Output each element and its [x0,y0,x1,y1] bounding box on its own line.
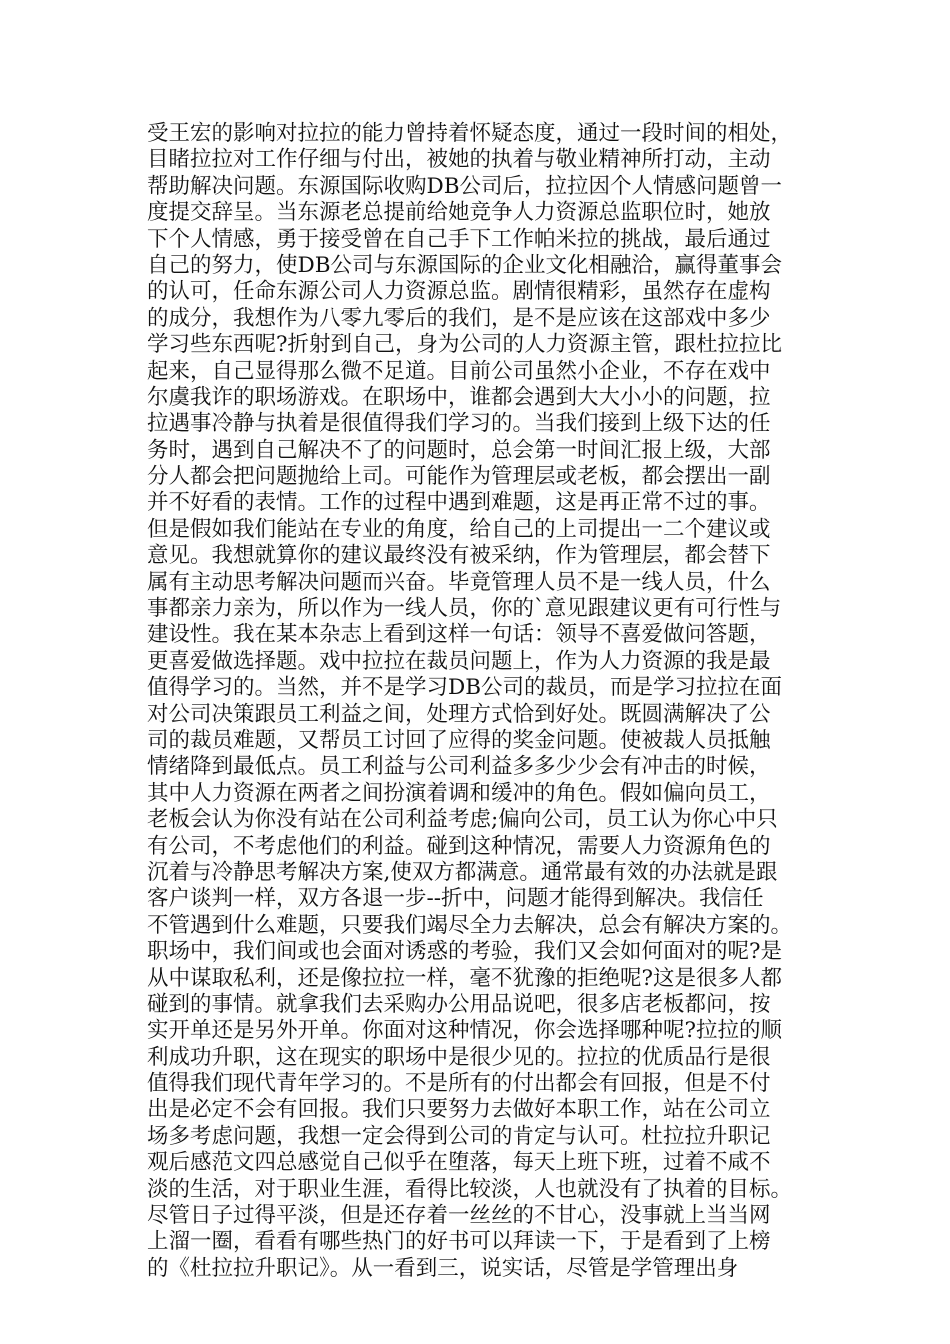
text-line: 建设性。我在某本杂志上看到这样一句话：领导不喜爱做问答题， [147,622,771,648]
text-line: 值得我们现代青年学习的。不是所有的付出都会有回报，但是不付 [147,1071,771,1097]
text-line: 的成分，我想作为八零九零后的我们，是不是应该在这部戏中多少 [147,305,771,331]
text-line: 观后感范文四总感觉自己似乎在堕落，每天上班下班，过着不咸不 [147,1150,771,1176]
text-line: 尽管日子过得平淡，但是还存着一丝丝的不甘心，没事就上当当网 [147,1203,771,1229]
text-line: 淡的生活，对于职业生涯，看得比较淡，人也就没有了执着的目标。 [147,1176,793,1202]
text-line: 碰到的事情。就拿我们去采购办公用品说吧，很多店老板都问，按 [147,991,771,1017]
text-line: 职场中，我们间或也会面对诱惑的考验，我们又会如何面对的呢?是 [147,939,783,965]
text-line: 客户谈判一样，双方各退一步--折中，问题才能得到解决。我信任 [147,886,764,912]
text-line: 自己的努力，使DB公司与东源国际的企业文化相融洽，赢得董事会 [147,252,783,278]
text-line: 老板会认为你没有站在公司利益考虑;偏向公司，员工认为你心中只 [147,807,778,833]
text-line: 场多考虑问题，我想一定会得到公司的肯定与认可。杜拉拉升职记 [147,1123,771,1149]
text-line: 更喜爱做选择题。戏中拉拉在裁员问题上，作为人力资源的我是最 [147,648,771,674]
text-line: 受王宏的影响对拉拉的能力曾持着怀疑态度，通过一段时间的相处， [147,121,793,146]
text-line: 学习些东西呢?折射到自己，身为公司的人力资源主管，跟杜拉拉比 [147,332,783,358]
text-line: 目睹拉拉对工作仔细与付出，被她的执着与敬业精神所打动，主动 [147,147,771,173]
text-line: 不管遇到什么难题，只要我们竭尽全力去解决，总会有解决方案的。 [147,912,793,938]
text-line: 拉遇事冷静与执着是很值得我们学习的。当我们接到上级下达的任 [147,411,771,437]
text-line: 但是假如我们能站在专业的角度，给自己的上司提出一二个建议或 [147,516,771,542]
text-line: 的《杜拉拉升职记》。从一看到三，说实话，尽管是学管理出身 [147,1255,739,1281]
text-line: 沉着与冷静思考解决方案,使双方都满意。通常最有效的办法就是跟 [147,859,778,885]
text-line: 情绪降到最低点。员工利益与公司利益多多少少会有冲击的时候， [147,754,771,780]
text-line: 尔虞我诈的职场游戏。在职场中，谁都会遇到大大小小的问题，拉 [147,384,771,410]
text-line: 起来，自己显得那么微不足道。目前公司虽然小企业，不存在戏中 [147,358,771,384]
text-line: 帮助解决问题。东源国际收购DB公司后，拉拉因个人情感问题曾一 [147,173,783,199]
text-line: 从中谋取私利，还是像拉拉一样，毫不犹豫的拒绝呢?这是很多人都 [147,965,783,991]
text-line: 实开单还是另外开单。你面对这种情况，你会选择哪种呢?拉拉的顺 [147,1018,783,1044]
text-line: 出是必定不会有回报。我们只要努力去做好本职工作，站在公司立 [147,1097,771,1123]
text-line: 务时，遇到自己解决不了的问题时，总会第一时间汇报上级，大部 [147,437,771,463]
text-line: 司的裁员难题，又帮员工讨回了应得的奖金问题。使被裁人员抵触 [147,727,771,753]
text-line: 下个人情感，勇于接受曾在自己手下工作帕米拉的挑战，最后通过 [147,226,771,252]
text-line: 的认可，任命东源公司人力资源总监。剧情很精彩，虽然存在虚构 [147,279,771,305]
text-line: 事都亲力亲为，所以作为一线人员，你的`意见跟建议更有可行性与 [147,596,782,622]
text-line: 上溜一圈，看看有哪些热门的好书可以拜读一下，于是看到了上榜 [147,1229,771,1255]
text-line: 对公司决策跟员工利益之间，处理方式恰到好处。既圆满解决了公 [147,701,771,727]
text-line: 其中人力资源在两者之间扮演着调和缓冲的角色。假如偏向员工， [147,780,771,806]
text-line: 并不好看的表情。工作的过程中遇到难题，这是再正常不过的事。 [147,490,771,516]
text-line: 利成功升职，这在现实的职场中是很少见的。拉拉的优质品行是很 [147,1044,771,1070]
text-line: 分人都会把问题抛给上司。可能作为管理层或老板，都会摆出一副 [147,464,771,490]
text-line: 属有主动思考解决问题而兴奋。毕竟管理人员不是一线人员，什么 [147,569,771,595]
text-line: 有公司，不考虑他们的利益。碰到这种情况，需要人力资源角色的 [147,833,771,859]
body-text [147,121,837,1282]
text-line: 值得学习的。当然，并不是学习DB公司的裁员，而是学习拉拉在面 [147,675,783,701]
text-line: 意见。我想就算你的建议最终没有被采纳，作为管理层，都会替下 [147,543,771,569]
text-line: 度提交辞呈。当东源老总提前给她竞争人力资源总监职位时，她放 [147,200,771,226]
